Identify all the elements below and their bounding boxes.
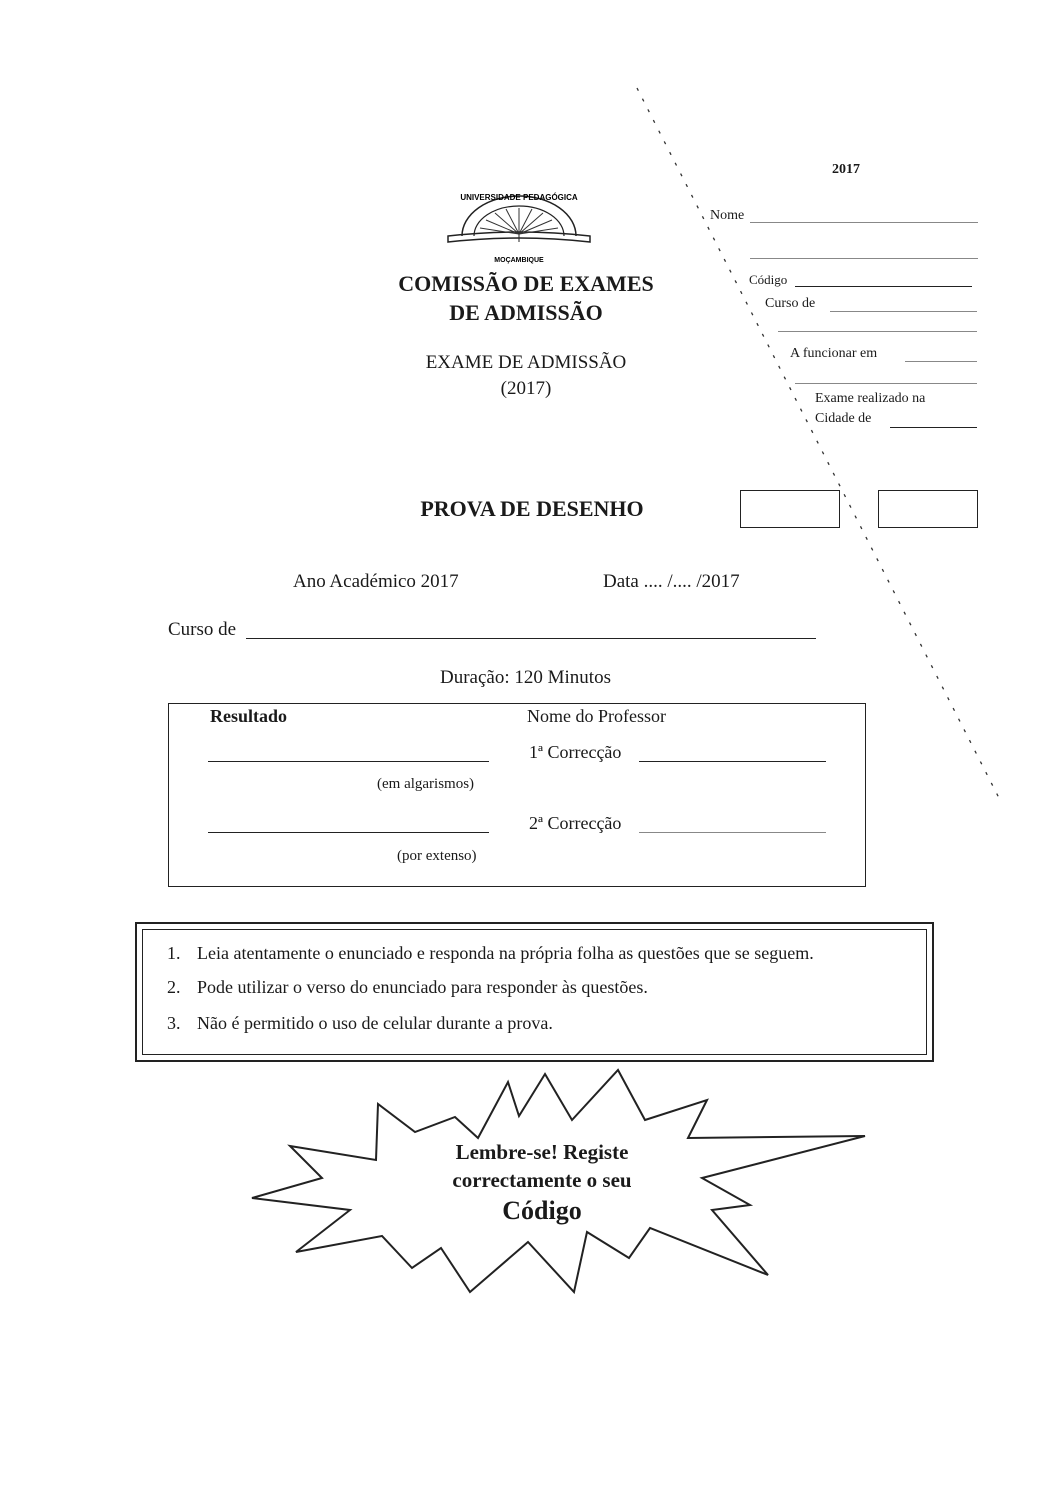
instruction-text: Leia atentamente o enunciado e responda na própria folha as questões que se seguem. bbox=[197, 943, 814, 963]
exam-subtitle-line1: EXAME DE ADMISSÃO bbox=[425, 352, 627, 373]
reminder-line1: Lembre-se! Registe bbox=[455, 1140, 629, 1164]
correccao1-field[interactable] bbox=[639, 761, 826, 762]
funcionar-field[interactable] bbox=[905, 361, 977, 362]
professor-label: Nome do Professor bbox=[527, 706, 666, 726]
reminder-line3: Código bbox=[502, 1196, 582, 1225]
funcionar-label: A funcionar em bbox=[790, 346, 878, 361]
instruction-item bbox=[167, 1013, 553, 1034]
exam-title: PROVA DE DESENHO bbox=[420, 496, 644, 521]
algarismos-hint: (em algarismos) bbox=[377, 776, 475, 792]
correccao2-field[interactable] bbox=[639, 832, 826, 833]
instruction-text: Pode utilizar o verso do enunciado para responder às questões. bbox=[197, 977, 648, 997]
score-box-left[interactable] bbox=[740, 490, 840, 528]
logo-bottom-text: MOÇAMBIQUE bbox=[494, 257, 544, 264]
instruction-item bbox=[167, 977, 648, 998]
curso-field[interactable] bbox=[246, 638, 816, 639]
curso-strip-field[interactable] bbox=[830, 311, 977, 312]
correccao2-label: 2ª Correcção bbox=[529, 813, 622, 833]
page-title-line1: COMISSÃO DE EXAMES bbox=[398, 271, 654, 296]
codigo-label: Código bbox=[749, 272, 788, 287]
nome-field-line2[interactable] bbox=[750, 258, 978, 259]
nome-label: Nome bbox=[710, 208, 745, 223]
instruction-number: 1. bbox=[167, 943, 181, 963]
correccao1-label: 1ª Correcção bbox=[529, 742, 622, 762]
instruction-text: Não é permitido o uso de celular durante a prova. bbox=[197, 1013, 553, 1033]
page-title-line2: DE ADMISSÃO bbox=[449, 300, 603, 325]
cidade-label: Cidade de bbox=[815, 411, 872, 426]
cidade-field[interactable] bbox=[890, 427, 977, 428]
resultado-extenso-field[interactable] bbox=[208, 832, 489, 833]
resultado-algarismos-field[interactable] bbox=[208, 761, 489, 762]
duracao-label: Duração: 120 Minutos bbox=[440, 667, 611, 688]
university-logo bbox=[440, 178, 598, 268]
nome-field[interactable] bbox=[750, 222, 978, 223]
exam-subtitle-line2: (2017) bbox=[500, 378, 552, 399]
result-box bbox=[168, 703, 866, 887]
codigo-field[interactable] bbox=[795, 286, 972, 287]
data-field[interactable]: Data .... /.... /2017 bbox=[603, 571, 740, 592]
funcionar-field-line2[interactable] bbox=[795, 383, 977, 384]
instructions-box bbox=[135, 922, 934, 1062]
resultado-label: Resultado bbox=[210, 706, 288, 726]
instruction-number: 2. bbox=[167, 977, 181, 997]
year-label: 2017 bbox=[832, 162, 860, 177]
reminder-line2: correctamente o seu bbox=[452, 1168, 632, 1192]
curso-strip-field-line2[interactable] bbox=[778, 331, 977, 332]
logo-arc-text: UNIVERSIDADE PEDAGÓGICA bbox=[460, 193, 578, 202]
extenso-hint: (por extenso) bbox=[397, 848, 477, 864]
instruction-item bbox=[167, 943, 814, 964]
ano-academico: Ano Académico 2017 bbox=[293, 571, 459, 592]
score-box-right[interactable] bbox=[878, 490, 978, 528]
curso-label: Curso de bbox=[168, 619, 237, 640]
instruction-number: 3. bbox=[167, 1013, 181, 1033]
exame-realizado-label: Exame realizado na bbox=[815, 391, 926, 406]
curso-strip-label: Curso de bbox=[765, 296, 816, 311]
